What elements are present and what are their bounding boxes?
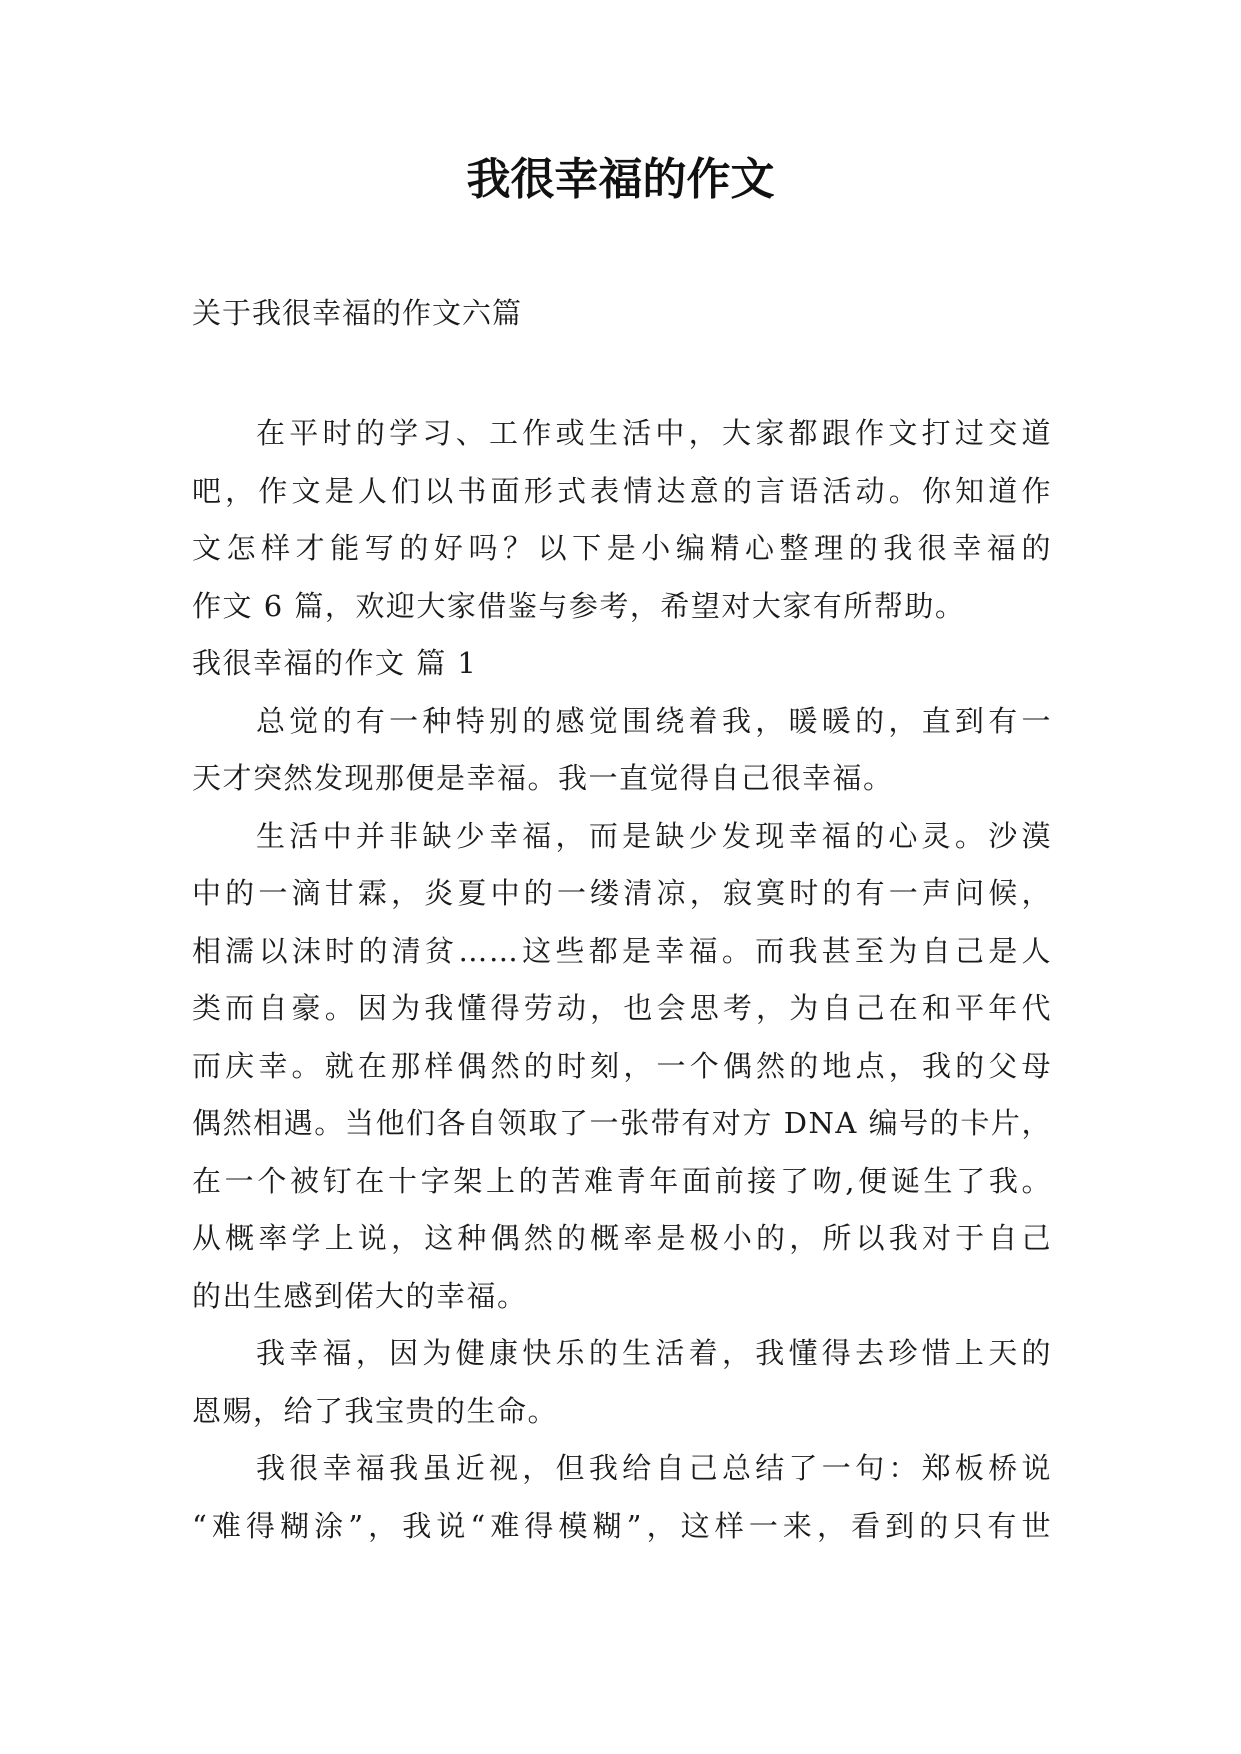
text-line: 我幸福，因为健康快乐的生活着，我懂得去珍惜上天的 bbox=[256, 1336, 1052, 1370]
text-line: 我很幸福的作文 篇 1 bbox=[192, 646, 478, 680]
document-subtitle: 关于我很幸福的作文六篇 bbox=[192, 296, 523, 330]
text-line: 偶然相遇。当他们各自领取了一张带有对方 DNA 编号的卡片， bbox=[192, 1106, 1052, 1140]
text-line: 我很幸福我虽近视，但我给自己总结了一句：郑板桥说 bbox=[256, 1451, 1052, 1485]
text-line: 在平时的学习、工作或生活中，大家都跟作文打过交道 bbox=[256, 416, 1052, 450]
text-line: 天才突然发现那便是幸福。我一直觉得自己很幸福。 bbox=[192, 761, 894, 795]
text-line: 生活中并非缺少幸福，而是缺少发现幸福的心灵。沙漠 bbox=[256, 818, 1052, 853]
text-line: 总觉的有一种特别的感觉围绕着我，暖暖的，直到有一 bbox=[256, 703, 1052, 738]
text-line: 相濡以沫时的清贫……这些都是幸福。而我甚至为自己是人 bbox=[192, 933, 1052, 968]
document-body bbox=[192, 405, 1052, 1555]
text-line: “难得糊涂”，我说“难得模糊”，这样一来，看到的只有世 bbox=[192, 1508, 1052, 1543]
text-line: 从概率学上说，这种偶然的概率是极小的，所以我对于自己 bbox=[192, 1221, 1052, 1255]
text-line: 的出生感到偌大的幸福。 bbox=[192, 1278, 528, 1313]
text-line: 而庆幸。就在那样偶然的时刻，一个偶然的地点，我的父母 bbox=[192, 1048, 1052, 1083]
text-line: 文怎样才能写的好吗？以下是小编精心整理的我很幸福的 bbox=[192, 531, 1052, 565]
text-line: 在一个被钉在十字架上的苦难青年面前接了吻,便诞生了我。 bbox=[192, 1163, 1052, 1198]
text-line: 作文 6 篇，欢迎大家借鉴与参考，希望对大家有所帮助。 bbox=[192, 588, 966, 623]
document-title: 我很幸福的作文 bbox=[466, 154, 775, 205]
text-line: 吧，作文是人们以书面形式表情达意的言语活动。你知道作 bbox=[192, 473, 1052, 508]
text-line: 中的一滴甘霖，炎夏中的一缕清凉，寂寞时的有一声问候， bbox=[192, 876, 1052, 910]
text-line: 类而自豪。因为我懂得劳动，也会思考，为自己在和平年代 bbox=[192, 991, 1052, 1025]
text-line: 恩赐，给了我宝贵的生命。 bbox=[192, 1393, 559, 1428]
